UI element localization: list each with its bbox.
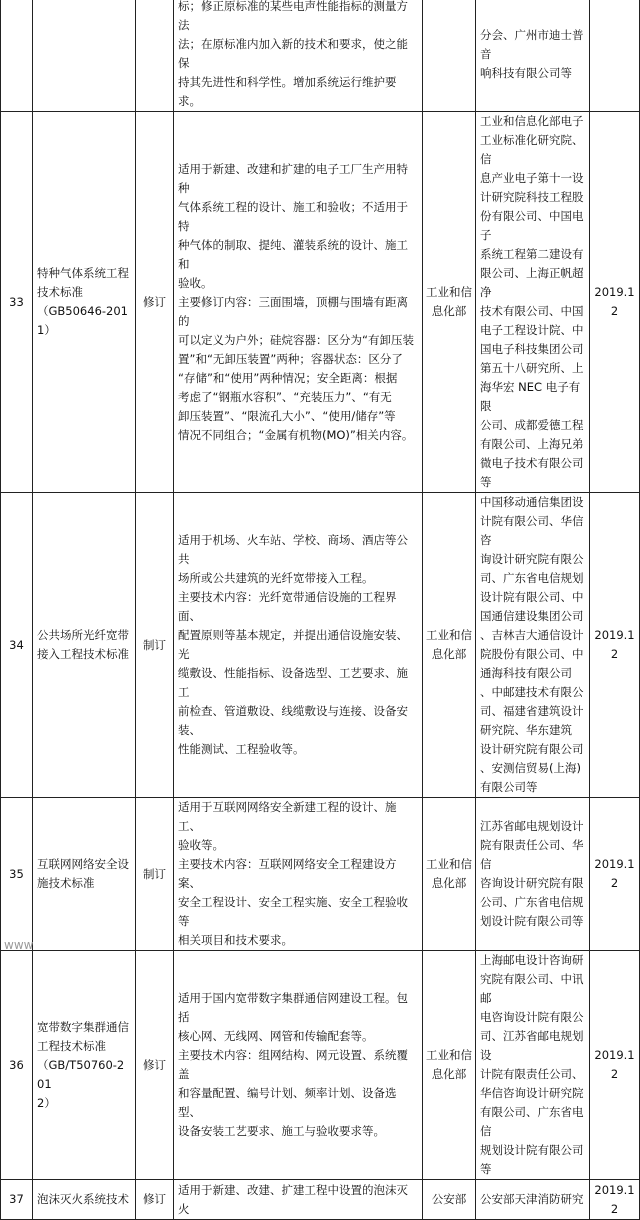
completion-date: 2019.12 — [590, 951, 640, 1180]
responsible-organizations — [476, 0, 590, 112]
scope-content-line: 情况不同组合；“金属有机物(MO)”相关内容。 — [178, 427, 414, 442]
scope-content — [174, 112, 423, 493]
revision-type: 修订 — [136, 1180, 174, 1220]
completion-date — [590, 0, 640, 112]
responsible-organizations-line: 系统工程第二建设有 — [480, 247, 584, 261]
standard-name — [33, 1180, 136, 1220]
completion-date: 2019.12 — [590, 493, 640, 798]
standard-name — [33, 112, 136, 493]
responsible-organizations-line: 设计研究院有限公司 — [480, 742, 584, 756]
responsible-organizations-line: 司、江苏省邮电规划设 — [480, 1029, 584, 1062]
responsible-organizations-line: 院有限责任公司、华信 — [480, 838, 584, 871]
table-row — [1, 798, 640, 951]
table-row — [1, 112, 640, 493]
table-row — [1, 0, 640, 112]
department-line: 工业和信 — [426, 1048, 472, 1062]
responsible-organizations — [476, 112, 590, 493]
responsible-organizations-line: 咨询设计研究院有限 — [480, 876, 584, 890]
standard-name-line: 施技术标准 — [37, 876, 95, 890]
department — [423, 0, 476, 112]
row-number: 36 — [1, 951, 33, 1180]
scope-content — [174, 1180, 423, 1220]
completion-date: 2019.12 — [590, 112, 640, 493]
revision-type — [136, 0, 174, 112]
department-line: 息化部 — [431, 647, 467, 661]
scope-content-line: 适用于国内宽带数字集群通信网建设工程。包括 — [178, 991, 408, 1024]
responsible-organizations-line: 询设计研究院有限公 — [480, 552, 584, 566]
responsible-organizations-line: 息产业电子第十一设 — [480, 171, 584, 185]
responsible-organizations — [476, 798, 590, 951]
responsible-organizations-line: 公司、成都爱德工程 — [480, 418, 584, 432]
responsible-organizations-line: 等 — [480, 1162, 492, 1176]
department-line: 公安部 — [431, 1192, 467, 1206]
responsible-organizations-line: 划设计院有限公司等 — [480, 914, 584, 928]
responsible-organizations-line: 规划设计院有限公司 — [480, 1143, 584, 1157]
revision-type: 修订 — [136, 112, 174, 493]
scope-content-line: 配置原则等基本规定，并提出通信设施安装、光 — [178, 628, 408, 661]
row-number: 35 — [1, 798, 33, 951]
responsible-organizations — [476, 493, 590, 798]
responsible-organizations-line: 有限公司、上海兄弟 — [480, 437, 584, 451]
standard-name — [33, 0, 136, 112]
responsible-organizations-line: 司、广东省电信规划 — [480, 571, 584, 585]
scope-content-line: 验收。 — [178, 275, 213, 290]
responsible-organizations-line: 海华宏 NEC 电子有限 — [480, 380, 581, 413]
department — [423, 1180, 476, 1220]
scope-content-line: 验收等。 — [178, 838, 224, 852]
scope-content-line: 安全工程设计、安全工程实施、安全工程验收等 — [178, 895, 408, 928]
scope-content-line: 适用于机场、火车站、学校、商场、酒店等公共 — [178, 533, 408, 566]
standard-name — [33, 951, 136, 1180]
responsible-organizations-line: 份有限公司、中国电子 — [480, 209, 584, 242]
responsible-organizations-line: 中国移动通信集团设 — [480, 495, 584, 509]
responsible-organizations-line: 有限公司、广东省电信 — [480, 1105, 584, 1138]
scope-content-line: 种气体的制取、提纯、灌装系统的设计、施工和 — [178, 237, 408, 271]
standard-name-line: 宽带数字集群通信 — [37, 1019, 129, 1034]
department-line: 息化部 — [431, 304, 467, 318]
responsible-organizations-line: 技术有限公司、中国 — [480, 304, 584, 318]
scope-content-line: 卸压装置”、“限流孔大小”、“使用/储存”等 — [178, 408, 396, 423]
scope-content-line: 适用于新建、改建和扩建的电子工厂生产用特种 — [178, 161, 408, 195]
table-row — [1, 493, 640, 798]
department-line: 工业和信 — [426, 857, 472, 871]
responsible-organizations-line: 、中邮建技术有限公 — [480, 685, 584, 699]
table-row — [1, 1180, 640, 1220]
standard-name-line: （GB50646-2011） — [37, 304, 128, 337]
responsible-organizations-line: 等 — [480, 475, 492, 489]
responsible-organizations — [476, 951, 590, 1180]
standard-name-line: 技术标准 — [37, 285, 83, 299]
responsible-organizations-line: 国通信建设集团公司 — [480, 609, 584, 623]
revision-type: 制订 — [136, 493, 174, 798]
scope-content-line: 前检查、管道敷设、线缆敷设与连接、设备安装、 — [178, 704, 408, 737]
completion-date: 2019.12 — [590, 798, 640, 951]
responsible-organizations-line: 计院有限公司、华信咨 — [480, 514, 584, 547]
department-line: 息化部 — [431, 1067, 467, 1081]
standard-name-line: 特种气体系统工程 — [37, 266, 129, 280]
responsible-organizations-line: 计研究院科技工程股 — [480, 190, 584, 204]
standard-name-line: 公共场所光纤宽带 — [37, 628, 129, 642]
scope-content-line: 适用于互联网网络安全新建工程的设计、施工、 — [178, 800, 397, 833]
scope-content — [174, 798, 423, 951]
standard-name-line: 工程技术标准 — [37, 1038, 106, 1053]
responsible-organizations-line: 研究院、华东建筑 — [480, 723, 572, 737]
responsible-organizations-line: 限公司、上海正帆超净 — [480, 266, 584, 299]
responsible-organizations-line: 电咨询设计院有限公 — [480, 1010, 584, 1024]
scope-content-line: 持其先进性和科学性。增加系统运行维护要求。 — [178, 75, 397, 108]
department — [423, 798, 476, 951]
department — [423, 112, 476, 493]
scope-content-line: 考虑了“钢瓶水容积”、“充装压力”、“有无 — [178, 389, 392, 404]
scope-content-line: 可以定义为户外；硅烷容器：区分为“有卸压装 — [178, 332, 414, 347]
scope-content-line: 性能测试、工程验收等。 — [178, 742, 305, 756]
row-number: 33 — [1, 112, 33, 493]
scope-content-line: 气体系统工程的设计、施工和验收；不适用于特 — [178, 199, 408, 233]
responsible-organizations-line: 工业标准化研究院、信 — [480, 133, 584, 166]
responsible-organizations-line: 究院有限公司、中讯邮 — [480, 972, 584, 1005]
department-line: 工业和信 — [426, 285, 472, 299]
responsible-organizations — [476, 1180, 590, 1220]
row-number — [1, 0, 33, 112]
responsible-organizations-line: 分会、广州市迪士普音 — [480, 27, 584, 61]
responsible-organizations-line: 通海科技有限公司 — [480, 666, 572, 680]
responsible-organizations-line: 有限公司等 — [480, 780, 538, 794]
responsible-organizations-line: 、安测信贸易(上海) — [480, 761, 581, 775]
revision-type: 制订 — [136, 798, 174, 951]
standard-name-line: 泡沫灭火系统技术 — [37, 1192, 129, 1206]
table-row — [1, 951, 640, 1180]
standard-name — [33, 798, 136, 951]
scope-content-line: “存储”和“使用”两种情况；安全距离：根据 — [178, 370, 398, 385]
standard-name-line: 互联网网络安全设 — [37, 857, 129, 871]
scope-content-line: 和容量配置、编号计划、频率计划、设备选型、 — [178, 1086, 397, 1119]
responsible-organizations-line: 公司、广东省电信规 — [480, 895, 584, 909]
scope-content-line: 场所或公共建筑的光纤宽带接入工程。 — [178, 571, 374, 585]
responsible-organizations-line: 微电子技术有限公司 — [480, 456, 584, 470]
scope-content-line: 主要修订内容：三面围墙，顶棚与围墙有距离的 — [178, 294, 408, 328]
scope-content-line: 标；修正原标准的某些电声性能指标的测量方法 — [178, 0, 408, 32]
scope-content-line: 法；在原标准内加入新的技术和要求，使之能保 — [178, 37, 408, 70]
responsible-organizations-line: 司、福建省建筑设计 — [480, 704, 584, 718]
scope-content-line: 适用于新建、改建、扩建工程中设置的泡沫灭火 — [178, 1182, 408, 1216]
responsible-organizations-line: 江苏省邮电规划设计 — [480, 819, 584, 833]
responsible-organizations-line: 公安部天津消防研究 — [480, 1192, 584, 1206]
watermark: www — [4, 938, 34, 952]
department — [423, 493, 476, 798]
standard-name — [33, 493, 136, 798]
standard-name-line: （GB/T50760-201 — [37, 1057, 125, 1091]
responsible-organizations-line: 响科技有限公司等 — [480, 65, 572, 80]
responsible-organizations-line: 、吉林吉大通信设计 — [480, 628, 584, 642]
row-number: 34 — [1, 493, 33, 798]
department — [423, 951, 476, 1180]
scope-content-line: 主要技术内容：光纤宽带通信设施的工程界面、 — [178, 590, 397, 623]
responsible-organizations-line: 国电子科技集团公司 — [480, 342, 584, 356]
standard-name-line: 2） — [37, 1095, 56, 1110]
scope-content-line: 相关项目和技术要求。 — [178, 933, 293, 947]
scope-content-line: 核心网、无线网、网管和传输配套等。 — [178, 1029, 374, 1043]
scope-content-line: 缆敷设、性能指标、设备选型、工艺要求、施工 — [178, 666, 408, 699]
responsible-organizations-line: 计院有限责任公司、 — [480, 1067, 584, 1081]
department-line: 工业和信 — [426, 628, 472, 642]
responsible-organizations-line: 电子工程设计院、中 — [480, 323, 584, 337]
scope-content-line: 置”和“无卸压装置”两种；容器状态：区分了 — [178, 351, 403, 366]
responsible-organizations-line: 第五十八研究所、上 — [480, 361, 584, 375]
scope-content-line: 主要技术内容：组网结构、网元设置、系统覆盖 — [178, 1048, 408, 1081]
responsible-organizations-line: 设计院有限公司、中 — [480, 590, 584, 604]
scope-content-line: 设备安装工艺要求、施工与验收要求等。 — [178, 1124, 385, 1138]
scope-content — [174, 493, 423, 798]
responsible-organizations-line: 上海邮电设计咨询研 — [480, 953, 584, 967]
responsible-organizations-line: 院股份有限公司、中 — [480, 647, 584, 661]
department-line: 息化部 — [431, 876, 467, 890]
row-number: 37 — [1, 1180, 33, 1220]
responsible-organizations-line: 华信咨询设计研究院 — [480, 1086, 584, 1100]
completion-date: 2019.12 — [590, 1180, 640, 1220]
scope-content — [174, 0, 423, 112]
revision-type: 修订 — [136, 951, 174, 1180]
scope-content — [174, 951, 423, 1180]
responsible-organizations-line: 工业和信息化部电子 — [480, 114, 584, 128]
scope-content-line: 主要技术内容：互联网网络安全工程建设方案、 — [178, 857, 397, 890]
standard-name-line: 接入工程技术标准 — [37, 647, 129, 661]
